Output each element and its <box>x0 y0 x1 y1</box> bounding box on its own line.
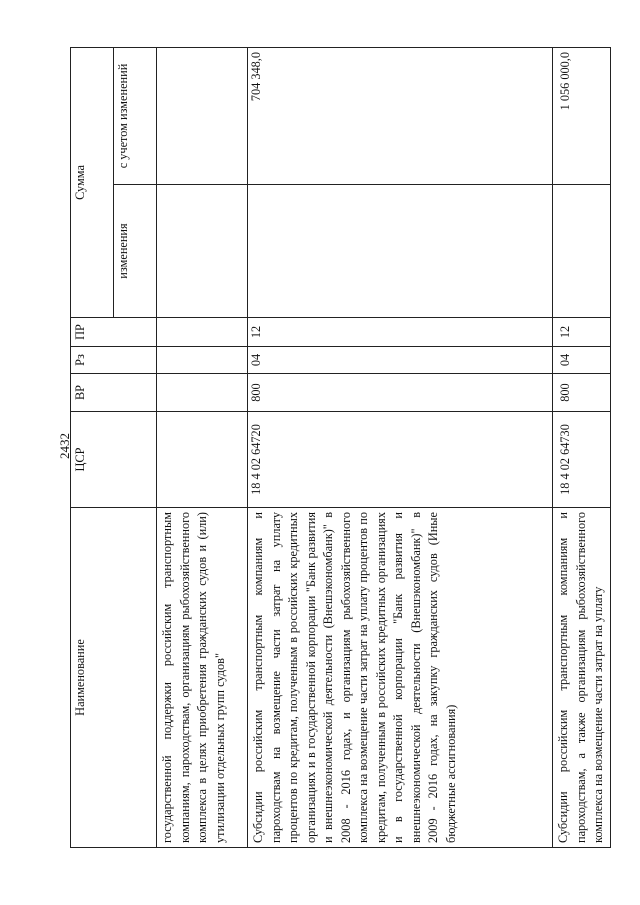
row-name: Субсидии российским транспортным компаниям и пароходствам на возмещение части затрат на уплату процентов по кредитам, полученным в российских кредитных организациях и в государственной корпорации "Банк развития и внешнеэкономической деятельности (Внешэкономбанк)" в 2008 - 2016 годах, и организациям рыбохозяйственного комплекса на возмещение части затрат на уплату процентов по кредитам, полученным в российских кредитных организациях и в государственной корпорации "Банк развития и внешнеэкономической деятельности (Внешэкономбанк)" в 2009 - 2016 годах, на закупку гражданских судов (Иные бюджетные ассигнования) <box>248 508 553 848</box>
row-csr <box>157 412 248 508</box>
table-row <box>248 47 553 847</box>
row-with-changes: 704 348,0 <box>248 47 553 184</box>
table-row <box>157 47 248 847</box>
row-vr <box>157 374 248 412</box>
row-vr: 800 <box>553 374 611 412</box>
row-pr: 12 <box>553 318 611 347</box>
header-vr: ВР <box>71 374 157 412</box>
header-csr: ЦСР <box>71 412 157 508</box>
header-name: Наименование <box>71 508 157 848</box>
row-with-changes <box>157 47 248 184</box>
row-name: государственной поддержки российским транспортным компаниям, пароходствам, организациям рыбохозяйственного комплекса в целях приобретения гражданских судов и (или) утилизации отдельных групп судов" <box>157 508 248 848</box>
header-pr: ПР <box>71 318 157 347</box>
row-rz <box>157 347 248 374</box>
header-changes: изменения <box>114 185 157 318</box>
row-changes <box>553 185 611 318</box>
rotated-page-content <box>70 48 605 848</box>
row-changes <box>248 185 553 318</box>
page-number: 2432 <box>57 433 72 459</box>
table-row <box>553 47 611 847</box>
row-csr: 18 4 02 64720 <box>248 412 553 508</box>
header-rz: Рз <box>71 347 157 374</box>
row-changes <box>157 185 248 318</box>
row-pr <box>157 318 248 347</box>
header-sum: Сумма <box>71 47 114 317</box>
row-csr: 18 4 02 64730 <box>553 412 611 508</box>
header-with-changes: с учетом изменений <box>114 47 157 184</box>
row-rz: 04 <box>553 347 611 374</box>
row-with-changes: 1 056 000,0 <box>553 47 611 184</box>
budget-table <box>70 47 611 848</box>
row-pr: 12 <box>248 318 553 347</box>
row-rz: 04 <box>248 347 553 374</box>
row-vr: 800 <box>248 374 553 412</box>
row-name: Субсидии российским транспортным компаниям и пароходствам, а также организациям рыбохозяйственного комплекса на возмещение части затрат на уплату <box>553 508 611 848</box>
